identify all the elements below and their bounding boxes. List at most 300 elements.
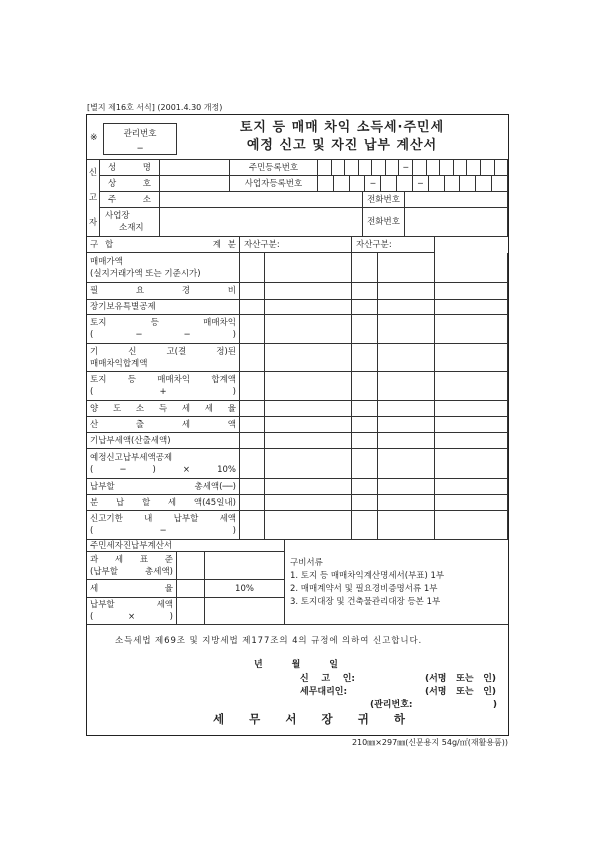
value-cell-asset1-b[interactable] xyxy=(265,511,352,540)
label-word: ( xyxy=(90,464,94,475)
row-early-filing-credit xyxy=(87,449,508,479)
applicant-label-char: 신 xyxy=(88,167,98,178)
label-word: 매매차익 xyxy=(203,318,236,328)
label-word: 또는 xyxy=(456,687,474,697)
value-cell-asset2-a[interactable] xyxy=(352,417,378,433)
tax-base-label-cell xyxy=(87,552,177,580)
label-word: (서명 xyxy=(425,687,447,697)
label-word: × xyxy=(182,464,191,475)
label-word: 세 xyxy=(167,497,177,508)
business-number-label: 사업자등록번호 xyxy=(230,176,318,192)
label-word: 세 xyxy=(114,554,124,565)
business-location-field[interactable] xyxy=(160,208,363,237)
value-cell-asset1-b[interactable] xyxy=(265,315,352,344)
row-sale-price xyxy=(87,253,508,283)
declaration-date[interactable] xyxy=(254,659,338,671)
asset-type-2-header: 자산구분: xyxy=(352,237,435,253)
label-word: 경 xyxy=(181,286,191,296)
row-label-line xyxy=(90,346,236,358)
value-cell-asset1-a[interactable] xyxy=(240,315,265,344)
form-title-line-2: 예정 신고 및 자진 납부 계산서 xyxy=(246,138,438,153)
label-word: 총세액) xyxy=(145,566,173,577)
recipient xyxy=(213,712,405,726)
label-word: 장 xyxy=(321,712,333,726)
row-label xyxy=(87,417,240,433)
digit-box[interactable] xyxy=(334,176,350,191)
row-label-line xyxy=(90,525,236,537)
number-dash: ─ xyxy=(365,176,381,191)
label-word: 액 xyxy=(227,419,236,430)
row-label-line: 장기보유특별공제 xyxy=(90,302,156,312)
digit-box[interactable] xyxy=(467,160,481,175)
label-word: 납부할 xyxy=(90,600,115,610)
value-cell-asset2-b[interactable] xyxy=(378,344,435,372)
label-word: 납부할 xyxy=(173,514,199,524)
row-computed-tax xyxy=(87,417,508,433)
filer-signature[interactable] xyxy=(425,673,496,685)
label-word: 총세액(──) xyxy=(194,481,236,492)
value-cell-asset2-b[interactable] xyxy=(378,479,435,495)
value-cell-asset1-b[interactable] xyxy=(265,283,352,300)
value-cell-asset1-b[interactable] xyxy=(265,417,352,433)
attachment-item: 2. 매매계약서 및 필요경비증명서류 1부 xyxy=(290,584,438,594)
label-word: 율 xyxy=(227,403,236,414)
row-label xyxy=(87,401,240,417)
resident-tax-due-label-line xyxy=(90,611,173,623)
business-location-label-line: 소재지 xyxy=(119,223,144,233)
name-label xyxy=(108,162,151,174)
label-word: ) xyxy=(232,330,236,340)
resident-tax-due-label-line xyxy=(90,599,173,611)
value-cell-asset2-a[interactable] xyxy=(352,283,378,300)
value-cell-asset1-a[interactable] xyxy=(240,344,265,372)
label-word: ( xyxy=(90,612,94,622)
trade-name-field[interactable] xyxy=(160,176,230,192)
value-cell-asset1-b[interactable] xyxy=(265,479,352,495)
row-label-line xyxy=(90,464,236,476)
label-word: 인) xyxy=(483,687,496,697)
digit-box[interactable] xyxy=(427,160,441,175)
label-word: 신 xyxy=(300,674,309,684)
digit-box[interactable] xyxy=(413,160,427,175)
label-word: 납 xyxy=(115,497,125,508)
value-cell-asset2-b[interactable] xyxy=(378,300,435,315)
business-number-boxes xyxy=(318,176,508,192)
tax-form xyxy=(87,115,508,735)
row-label xyxy=(87,479,240,495)
value-cell-total[interactable] xyxy=(435,253,508,283)
value-cell-total[interactable] xyxy=(435,372,508,401)
business-phone-label: 전화번호 xyxy=(363,208,405,237)
label-word: ─ xyxy=(184,330,190,340)
value-cell-asset2-a[interactable] xyxy=(352,495,378,511)
label-word: 하 xyxy=(393,712,405,726)
label-word: 출 xyxy=(135,419,145,430)
label-word: 세액 xyxy=(156,600,173,610)
label-word: ) xyxy=(492,700,497,710)
row-label-line: (실지거래가액 또는 기준시가) xyxy=(90,268,201,279)
value-cell-asset1-a[interactable] xyxy=(240,417,265,433)
label-word: 호 xyxy=(142,178,151,189)
resident-tax-due-field-b[interactable] xyxy=(205,598,285,625)
label-word: (서명 xyxy=(425,674,447,684)
digit-box[interactable] xyxy=(381,176,397,191)
value-cell-asset2-a[interactable] xyxy=(352,253,378,283)
value-cell-total[interactable] xyxy=(435,315,508,344)
label-word: 신고기한 xyxy=(90,514,123,524)
value-cell-asset2-b[interactable] xyxy=(378,283,435,300)
paper-spec-footer: 210㎜×297㎜(신문용지 54g/㎡(재활용품)) xyxy=(351,738,508,747)
value-cell-asset2-a[interactable] xyxy=(352,479,378,495)
value-cell-total[interactable] xyxy=(435,417,508,433)
form-id: [별지 제16호 서식] (2001.4.30 개정) xyxy=(87,103,223,112)
calc-header-row xyxy=(87,237,508,253)
resident-rate-field-a[interactable] xyxy=(177,580,205,598)
row-label xyxy=(87,495,240,511)
label-word: 일 xyxy=(329,660,338,670)
label-word: ) xyxy=(152,464,156,475)
row-label xyxy=(87,300,240,315)
value-cell-asset2-b[interactable] xyxy=(378,401,435,417)
row-label-line: 기납부세액(산출세액) xyxy=(90,435,171,446)
label-word: × xyxy=(127,612,136,622)
digit-box[interactable] xyxy=(359,160,373,175)
digit-box[interactable] xyxy=(345,160,359,175)
value-cell-total[interactable] xyxy=(435,401,508,417)
label-word: 10% xyxy=(217,464,236,475)
label-word: 표 xyxy=(139,554,149,565)
digit-box[interactable] xyxy=(445,176,461,191)
digit-box[interactable] xyxy=(460,176,476,191)
label-word: ( xyxy=(90,330,94,340)
address-label xyxy=(108,194,151,206)
label-word: 토지 xyxy=(90,318,107,328)
row-total-gain xyxy=(87,372,508,401)
value-cell-total[interactable] xyxy=(435,283,508,300)
label-word: 세 xyxy=(90,583,99,594)
resident-tax-due-label-cell xyxy=(87,598,177,625)
value-cell-asset1-a[interactable] xyxy=(240,283,265,300)
row-label xyxy=(87,372,240,401)
digit-box[interactable] xyxy=(318,176,334,191)
trade-name-label xyxy=(108,178,151,190)
label-word: 등 xyxy=(127,375,136,385)
agent-label xyxy=(300,686,355,698)
row-previously-reported-gain xyxy=(87,344,508,372)
row-label xyxy=(87,511,240,540)
row-label-line xyxy=(90,419,236,431)
label-word: 합계액 xyxy=(211,375,236,385)
business-location-label-line: 사업장 xyxy=(105,211,130,221)
phone-field[interactable] xyxy=(405,192,508,208)
label-word: 세 xyxy=(204,403,213,414)
number-dash: ─ xyxy=(399,160,413,175)
value-cell-asset1-a[interactable] xyxy=(240,401,265,417)
label-word: 무 xyxy=(249,712,261,726)
row-transfer-gain xyxy=(87,315,508,344)
row-label-line xyxy=(90,374,236,386)
value-cell-asset1-b[interactable] xyxy=(265,401,352,417)
applicant-label-char: 고 xyxy=(88,192,98,203)
label-word: 세 xyxy=(181,403,191,414)
label-word: 구 xyxy=(90,239,99,250)
value-cell-asset2-b[interactable] xyxy=(378,253,435,283)
tax-base-field-a[interactable] xyxy=(177,552,205,580)
value-cell-total[interactable] xyxy=(435,511,508,540)
row-total-tax-due xyxy=(87,479,508,495)
note-asterisk: ※ xyxy=(90,133,98,143)
label-word: 필 xyxy=(90,286,99,296)
value-cell-asset2-a[interactable] xyxy=(352,300,378,315)
label-word: 합 xyxy=(105,239,114,250)
address-label-cell xyxy=(100,192,160,208)
row-tax-due-by-deadline xyxy=(87,511,508,540)
label-word: 요 xyxy=(135,286,145,296)
row-label xyxy=(87,253,240,283)
tax-base-label-line xyxy=(90,566,173,578)
total-header-cell xyxy=(87,237,240,253)
row-label-line: 매매가액 xyxy=(90,256,123,267)
form-header xyxy=(87,115,508,160)
value-cell-asset2-b[interactable] xyxy=(378,449,435,479)
attachment-item: 1. 토지 등 매매차익계산명세서(부표) 1부 xyxy=(290,571,445,581)
value-cell-asset2-b[interactable] xyxy=(378,315,435,344)
row-label xyxy=(87,433,240,449)
value-cell-asset2-a[interactable] xyxy=(352,372,378,401)
value-cell-asset1-a[interactable] xyxy=(240,253,265,283)
value-cell-total[interactable] xyxy=(435,479,508,495)
row-long-term-holding-deduction xyxy=(87,300,508,315)
form-title xyxy=(192,119,492,155)
business-location-label-cell xyxy=(100,208,160,237)
management-number-label: 관리번호 xyxy=(123,129,157,139)
label-word: 도 xyxy=(112,403,122,414)
label-word: 세 xyxy=(213,712,225,726)
value-cell-asset1-a[interactable] xyxy=(240,433,265,449)
label-word: 소 xyxy=(135,403,145,414)
value-cell-asset2-b[interactable] xyxy=(378,417,435,433)
value-cell-asset2-a[interactable] xyxy=(352,401,378,417)
label-word: 서 xyxy=(285,712,297,726)
label-word: (관리번호: xyxy=(370,700,413,710)
value-cell-total[interactable] xyxy=(435,449,508,479)
resident-tax-due-field-a[interactable] xyxy=(177,598,205,625)
digit-box[interactable] xyxy=(318,160,332,175)
agent-management-number[interactable] xyxy=(370,699,497,711)
label-word: 고 xyxy=(321,674,331,684)
value-cell-asset1-b[interactable] xyxy=(265,300,352,315)
value-cell-asset1-a[interactable] xyxy=(240,300,265,315)
resident-rate-label-cell xyxy=(87,580,177,598)
value-cell-asset1-b[interactable] xyxy=(265,449,352,479)
label-word: 산 xyxy=(90,419,99,430)
digit-box[interactable] xyxy=(495,160,508,175)
label-word: 세액 xyxy=(219,514,236,524)
digit-box[interactable] xyxy=(481,160,495,175)
value-cell-asset2-a[interactable] xyxy=(352,433,378,449)
label-word: 등 xyxy=(150,318,159,328)
row-label-line: 매매차익합계액 xyxy=(90,358,148,369)
digit-box[interactable] xyxy=(429,176,445,191)
label-word: 내 xyxy=(144,514,153,524)
digit-box[interactable] xyxy=(454,160,468,175)
label-word: 명 xyxy=(142,162,151,173)
digit-box[interactable] xyxy=(492,176,507,191)
label-word: 년 xyxy=(254,660,263,670)
value-cell-asset2-b[interactable] xyxy=(378,433,435,449)
label-word: 할 xyxy=(141,497,151,508)
label-word: 양 xyxy=(90,403,99,414)
digit-box[interactable] xyxy=(350,176,366,191)
applicant-label-char: 자 xyxy=(88,218,98,229)
label-word: 소 xyxy=(142,194,151,205)
row-necessary-expenses xyxy=(87,283,508,300)
row-label-line xyxy=(90,481,236,493)
resident-rate-value: 10% xyxy=(205,580,285,598)
attachment-item: 3. 토지대장 및 건축물관리대장 등본 1부 xyxy=(290,597,441,607)
row-label-line xyxy=(90,497,236,509)
row-label xyxy=(87,315,240,344)
row-label xyxy=(87,449,240,479)
row-label-line xyxy=(90,386,236,398)
row-label-line xyxy=(90,285,236,297)
digit-box[interactable] xyxy=(397,176,413,191)
row-label xyxy=(87,283,240,300)
value-cell-asset1-b[interactable] xyxy=(265,372,352,401)
value-cell-total[interactable] xyxy=(435,344,508,372)
label-word: ) xyxy=(232,387,236,397)
total-header xyxy=(105,239,221,251)
value-cell-asset1-a[interactable] xyxy=(240,479,265,495)
value-cell-asset1-b[interactable] xyxy=(265,253,352,283)
row-prepaid-tax xyxy=(87,433,508,449)
label-word: 성 xyxy=(108,162,117,173)
label-word: 정)된 xyxy=(216,346,236,357)
label-word: 또는 xyxy=(456,674,474,684)
label-word: 세 xyxy=(181,419,191,430)
value-cell-asset2-b[interactable] xyxy=(378,372,435,401)
row-label-line xyxy=(90,403,236,415)
label-word: 납부할 xyxy=(90,481,115,492)
label-word: 귀 xyxy=(357,712,369,726)
row-tax-rate xyxy=(87,401,508,417)
value-cell-total[interactable] xyxy=(435,495,508,511)
label-word: 신 xyxy=(128,346,137,357)
tax-base-field-b[interactable] xyxy=(205,552,285,580)
label-word: ─ xyxy=(120,464,126,475)
agent-signature[interactable] xyxy=(425,686,496,698)
resident-number-boxes xyxy=(318,160,508,176)
phone-label: 전화번호 xyxy=(363,192,405,208)
label-word: 율 xyxy=(164,583,173,594)
label-word: ( xyxy=(90,526,94,536)
label-word: 과 xyxy=(90,554,99,565)
form-title-line-1: 토지 등 매매 차익 소득세·주민세 xyxy=(239,120,445,135)
label-word: 월 xyxy=(291,660,301,670)
resident-rate-label xyxy=(90,583,173,595)
attachments-box xyxy=(285,540,508,625)
label-word: 계 xyxy=(212,239,221,250)
value-cell-asset1-a[interactable] xyxy=(240,511,265,540)
row-label-line xyxy=(90,513,236,525)
row-installment-tax xyxy=(87,495,508,511)
digit-box[interactable] xyxy=(372,160,386,175)
label-word: 매매차익 xyxy=(157,375,191,385)
row-label xyxy=(87,344,240,372)
label-word: ─ xyxy=(136,330,142,340)
label-word: 득 xyxy=(158,403,168,414)
value-cell-asset2-a[interactable] xyxy=(352,511,378,540)
label-word: 인) xyxy=(483,674,496,684)
label-word: 분 xyxy=(227,239,236,250)
label-word: ) xyxy=(169,612,173,622)
value-cell-asset2-a[interactable] xyxy=(352,449,378,479)
label-word: 준 xyxy=(164,554,173,565)
resident-number-label: 주민등록번호 xyxy=(230,160,318,176)
label-word: 기 xyxy=(90,346,99,357)
label-word: ) xyxy=(232,526,236,536)
label-word: 인: xyxy=(342,674,355,684)
name-field[interactable] xyxy=(160,160,230,176)
value-cell-total[interactable] xyxy=(435,300,508,315)
digit-box[interactable] xyxy=(440,160,454,175)
asset-type-1-header: 자산구분: xyxy=(240,237,352,253)
filer-label xyxy=(300,673,355,685)
label-word: + xyxy=(159,387,167,397)
label-word: 상 xyxy=(108,178,117,189)
label-word: 주 xyxy=(108,194,117,205)
value-cell-asset1-a[interactable] xyxy=(240,495,265,511)
digit-box[interactable] xyxy=(332,160,346,175)
management-number-dash: ─ xyxy=(137,144,143,154)
value-cell-total[interactable] xyxy=(435,433,508,449)
digit-box[interactable] xyxy=(476,176,492,191)
value-cell-asset1-b[interactable] xyxy=(265,344,352,372)
label-word: 고(결 xyxy=(166,346,187,357)
label-word: 분 xyxy=(90,497,99,508)
label-word: 세무대리인: xyxy=(300,687,348,697)
value-cell-asset1-b[interactable] xyxy=(265,495,352,511)
label-word: ( xyxy=(90,387,94,397)
declaration-statement: 소득세법 제69조 및 지방세법 제177조의 4의 규정에 의하여 신고합니다. xyxy=(115,636,423,646)
name-label-cell xyxy=(100,160,160,176)
label-word: 비 xyxy=(227,286,236,296)
digit-box[interactable] xyxy=(386,160,400,175)
row-label-line: 예정신고납부세액공제 xyxy=(90,452,173,463)
label-word: 토지 xyxy=(90,375,107,385)
value-cell-asset1-b[interactable] xyxy=(265,433,352,449)
address-field[interactable] xyxy=(160,192,363,208)
management-number-box[interactable] xyxy=(103,123,177,155)
business-phone-field[interactable] xyxy=(405,208,508,237)
label-word: 액(45일내) xyxy=(193,497,236,508)
number-dash: ─ xyxy=(413,176,429,191)
value-cell-asset1-a[interactable] xyxy=(240,449,265,479)
resident-tax-title: 주민세자진납부계산서 xyxy=(87,540,285,552)
applicant-section-label xyxy=(87,160,100,237)
attachments-title: 구비서류 xyxy=(290,558,323,568)
trade-name-label-cell xyxy=(100,176,160,192)
row-label-line xyxy=(90,329,236,341)
label-word: ─ xyxy=(160,526,166,536)
tax-base-label-line xyxy=(90,554,173,566)
value-cell-asset2-a[interactable] xyxy=(352,344,378,372)
value-cell-asset1-a[interactable] xyxy=(240,372,265,401)
value-cell-asset2-b[interactable] xyxy=(378,511,435,540)
value-cell-asset2-a[interactable] xyxy=(352,315,378,344)
label-word: (납부할 xyxy=(90,566,118,577)
value-cell-asset2-b[interactable] xyxy=(378,495,435,511)
